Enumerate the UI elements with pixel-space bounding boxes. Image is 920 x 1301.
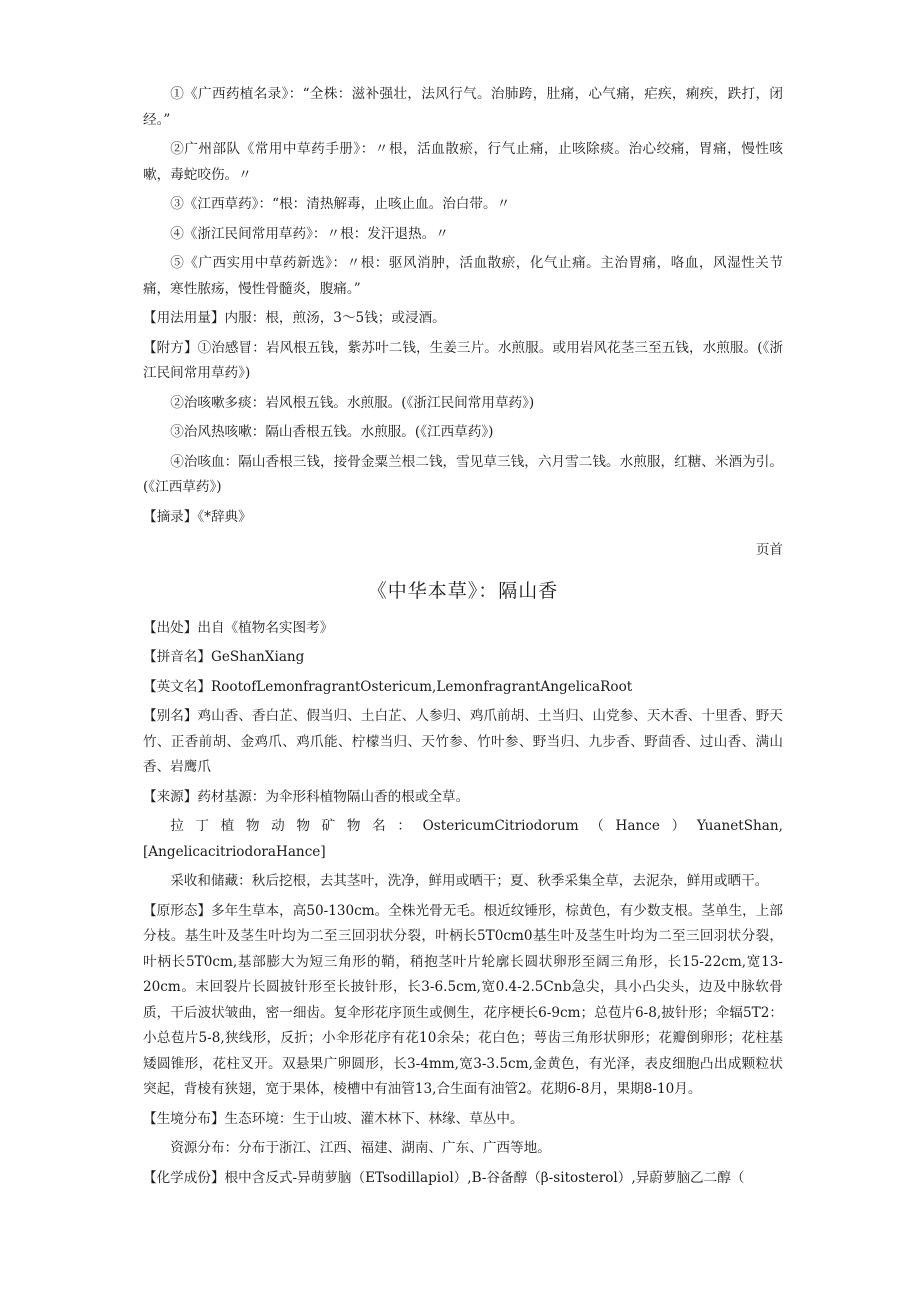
pinyin-name: 【拼音名】GeShanXiang — [143, 649, 305, 665]
excerpt: 【摘录】《*辞典》 — [143, 508, 252, 525]
english-name: 【英文名】RootofLemonfragrantOstericum,LemonfragrantAngelicaRoot — [143, 678, 633, 695]
usage-dosage: 【用法用量】内服：根，煎汤，3～5钱；或浸酒。 — [143, 310, 446, 326]
page-top-link[interactable]: 页首 — [755, 542, 783, 558]
prescription-4: ④治咳血：隔山香根三钱，接骨金粟兰根二钱，雪见草三钱，六月雪二钱。水煎服，红糖、米酒为引。(《江西草药》) — [143, 453, 783, 495]
citation-2: ②广州部队《常用中草药手册》：〃根，活血散瘀，行气止痛，止咳除痰。治心绞痛，胃痛，慢性咳嗽，毒蛇咬伤。〃 — [143, 141, 783, 183]
prescription-3: ③治风热咳嗽：隔山香根五钱。水煎服。(《江西草药》) — [170, 424, 494, 440]
citation-1: ①《广西药植名录》：“全株：滋补强壮，法风行气。治肺跨，肚痛，心气痛，疟疾，痢疾，跌打，闭经。” — [143, 86, 783, 128]
section-title: 《中华本草》：隔山香 — [367, 579, 559, 602]
aliases: 【别名】鸡山香、香白芷、假当归、土白芷、人参归、鸡爪前胡、土当归、山党参、天木香、十里香、野天竹、正香前胡、金鸡爪、鸡爪能、柠檬当归、天竹参、竹叶参、野当归、九步香、野茴香、过山香、满山香、岩鹰爪 — [143, 708, 783, 775]
source: 【来源】药材基源：为伞形科植物隔山香的根或全草。 — [143, 788, 470, 805]
citation-5: ⑤《广西实用中草药新选》：〃根：驱风消肿，活血散瘀，化气止痛。主治胃痛，咯血，风湿性关节痛，寒性脓疡，慢性骨髓炎，腹痛。” — [143, 255, 783, 297]
chemistry: 【化学成份】根中含反式-异萌萝脑（ETsodillapiol）,B-谷备醇（β-sitosterol）,异蔚萝脑乙二醇（ — [143, 1169, 745, 1186]
morphology: 【原形态】多年生草本，高50-130cm。全株光骨无毛。根近纹锤形，棕黄色，有少数支根。茎单生，上部分枝。基生叶及茎生叶均为二至三回羽状分裂，叶柄长5T0cm0基生叶及茎生叶均为二至三回羽状分裂，叶柄长5T0cm,基部膨大为短三角形的鞘，稍抱茎叶片轮廓长圆状卵形至阔三角形，长15-22cm,宽13-20cm。末回裂片长圆披针形至长披针形，长3-6.5cm,宽0.4-2.5Cnb急尖，具小凸尖头，边及中脉软骨质，干后波状皱曲，密一细齿。复伞形花序顶生或侧生，花序梗长6-9cm；总苞片6-8,披针形；伞辐5T2：小总苞片5-8,狭线形，反折；小伞形花序有花10余朵；花白色；萼齿三角形状卵形；花瓣倒卵形；花柱基矮圆锥形，花柱叉开。双悬果广卵圆形，长3-4mm,宽3-3.5cm,金黄色，有光泽，表皮细胞凸出成颗粒状突起，背棱有狭翅，宽于果体，棱槽中有油管13,合生面有油管2。花期6-8月，果期8-10月。 — [143, 902, 783, 1097]
prescription-1: 【附方】①治感冒：岩风根五钱，紫苏叶二钱，生姜三片。水煎服。或用岩风花茎三至五钱，水煎服。(《浙江民间常用草药》) — [143, 339, 783, 381]
habitat: 【生境分布】生态环境：生于山坡、灌木林下、林缘、草丛中。 — [143, 1110, 524, 1127]
prescription-2: ②治咳嗽多痰：岩风根五钱。水煎服。(《浙江民间常用草药》) — [170, 394, 535, 411]
harvest-storage: 采收和储藏：秋后挖根，去其茎叶，洗净，鲜用或晒干；夏、秋季采集全草，去泥杂，鲜用或晒干。 — [170, 873, 769, 889]
citation-4: ④《浙江民间常用草药》：〃根：发汗退热。〃 — [170, 225, 449, 242]
latin-name: 拉丁植物动物矿物名：OstericumCitriodorum（Hance）YuanetShan,[AngelicacitriodoraHance] — [143, 818, 783, 860]
document-body — [143, 82, 783, 1191]
citation-3: ③《江西草药》：“根：清热解毒，止咳止血。治白带。〃 — [170, 196, 511, 212]
distribution: 资源分布：分布于浙江、江西、福建、湖南、广东、广西等地。 — [170, 1140, 551, 1156]
origin: 【出处】出自《植物名实图考》 — [143, 619, 334, 636]
